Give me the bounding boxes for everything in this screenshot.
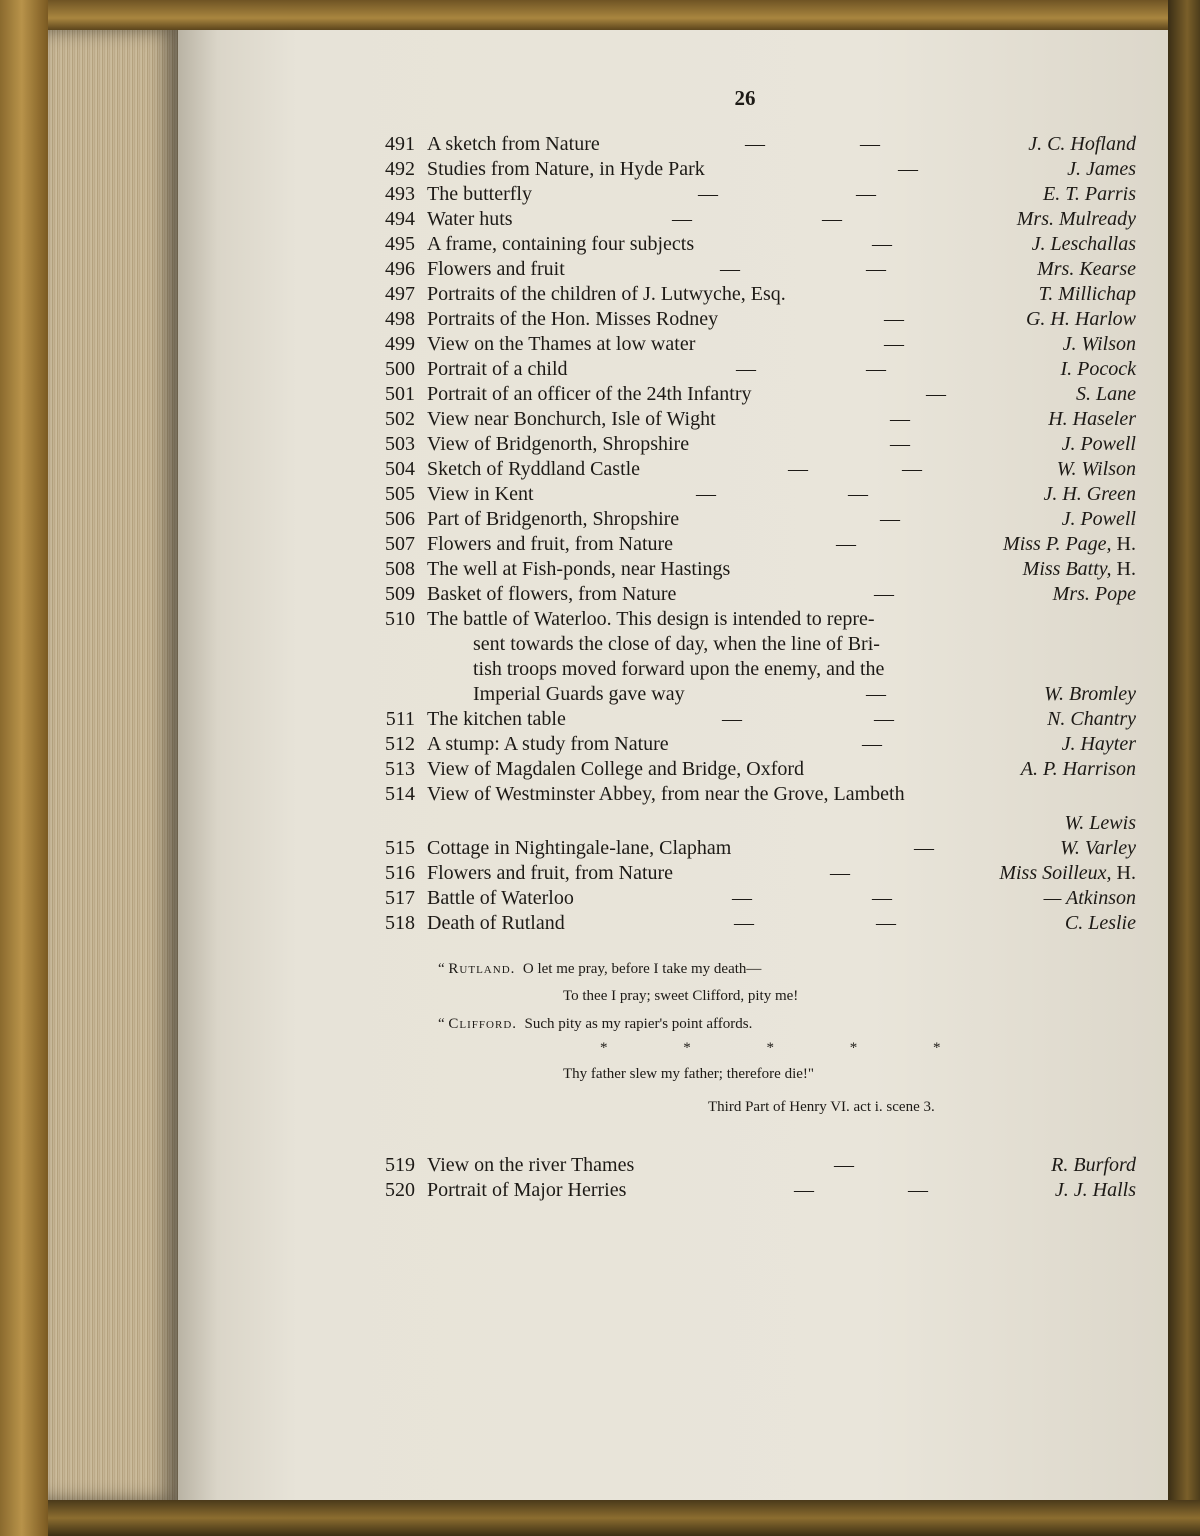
artist-name: Miss Batty,	[1022, 558, 1112, 580]
dash: —	[872, 887, 892, 909]
entry-number: 498	[385, 308, 415, 330]
dash: —	[880, 508, 900, 530]
dash: —	[874, 708, 894, 730]
book-cover-spine	[0, 0, 48, 1536]
entry-title: A frame, containing four subjects	[427, 233, 695, 255]
entry-artist	[999, 861, 1136, 885]
entry-title: View in Kent	[427, 483, 534, 505]
entry-artist: W. Lewis	[1064, 812, 1136, 834]
entry-number: 503	[385, 433, 415, 455]
dash: —	[866, 358, 886, 380]
entry-artist: J. Powell	[1061, 508, 1136, 530]
entry-title: The battle of Waterloo. This design is intended to repre-	[427, 608, 875, 630]
page-stack-edge	[48, 30, 178, 1500]
entry-artist: J. H. Green	[1043, 483, 1136, 505]
quote-speaker: Rutland.	[448, 961, 516, 977]
entry-artist: Mrs. Mulready	[1016, 208, 1136, 230]
entry-number: 519	[385, 1154, 415, 1176]
entry-number: 496	[385, 258, 415, 280]
entry-title: Flowers and fruit, from Nature	[427, 533, 674, 555]
ellipsis-stars: * * * * *	[600, 1040, 977, 1056]
page-number: 26	[734, 86, 756, 110]
entry-number: 510	[385, 608, 415, 630]
dash: —	[732, 887, 752, 909]
entry-number: 497	[385, 283, 415, 305]
entry-artist: J. Wilson	[1062, 333, 1136, 355]
entry-artist: E. T. Parris	[1043, 183, 1136, 205]
entry-number: 494	[385, 208, 415, 230]
quote-line: To thee I pray; sweet Clifford, pity me!	[563, 988, 799, 1004]
entry-artist: W. Wilson	[1056, 458, 1136, 480]
dash: —	[834, 1154, 854, 1176]
dash: —	[720, 258, 740, 280]
entry-artist: T. Millichap	[1038, 283, 1136, 305]
entry-title: View of Westminster Abbey, from near the Grove, Lambeth	[427, 783, 905, 805]
artist-name: Miss P. Page,	[1003, 533, 1112, 555]
entry-title: The well at Fish-ponds, near Hastings	[427, 558, 731, 580]
dash: —	[698, 183, 718, 205]
entry-number: 514	[385, 783, 415, 805]
dash: —	[914, 837, 934, 859]
entry-artist: Mrs. Pope	[1052, 583, 1136, 605]
entry-title: A stump: A study from Nature	[427, 733, 669, 755]
dash: —	[856, 183, 876, 205]
entry-number: 518	[385, 912, 415, 934]
book-right-edge	[1168, 0, 1200, 1536]
dash: —	[745, 133, 765, 155]
entry-number: 492	[385, 158, 415, 180]
dash: —	[898, 158, 918, 180]
entry-number: 508	[385, 558, 415, 580]
dash: —	[788, 458, 808, 480]
entry-title: Water huts	[427, 208, 513, 230]
entry-title: Cottage in Nightingale-lane, Clapham	[427, 837, 732, 859]
entry-number: 491	[385, 133, 415, 155]
dash: —	[866, 683, 886, 705]
entry-title: Sketch of Ryddland Castle	[427, 458, 641, 480]
book-top-edge	[0, 0, 1200, 30]
entry-title: View of Magdalen College and Bridge, Oxford	[427, 758, 805, 780]
entry-title: Studies from Nature, in Hyde Park	[427, 158, 705, 180]
entry-number: 502	[385, 408, 415, 430]
entry-title: Portraits of the Hon. Misses Rodney	[427, 308, 719, 330]
entry-title: Death of Rutland	[427, 912, 565, 934]
book-bottom-edge	[48, 1500, 1200, 1536]
dash: —	[872, 233, 892, 255]
entry-continuation-line: Imperial Guards gave way	[473, 683, 685, 705]
entry-number: 520	[385, 1179, 415, 1201]
entry-number: 495	[385, 233, 415, 255]
entry-number: 509	[385, 583, 415, 605]
dash: —	[672, 208, 692, 230]
entry-artist: J. Leschallas	[1031, 233, 1136, 255]
entry-number: 512	[385, 733, 415, 755]
entry-title: Portrait of an officer of the 24th Infantry	[427, 383, 752, 405]
entry-title: Flowers and fruit	[427, 258, 565, 280]
quote-line: Thy father slew my father; therefore die!"	[563, 1066, 815, 1082]
dash: —	[862, 733, 882, 755]
quote-text: Such pity as my rapier's point affords.	[524, 1016, 753, 1032]
quote-source: Third Part of Henry VI. act i. scene 3.	[708, 1099, 935, 1115]
artist-suffix: H.	[1116, 533, 1136, 555]
entry-title: View on the river Thames	[427, 1154, 635, 1176]
entry-number: 515	[385, 837, 415, 859]
entry-number: 500	[385, 358, 415, 380]
entry-number: 517	[385, 887, 415, 909]
dash: —	[794, 1179, 814, 1201]
entry-number: 499	[385, 333, 415, 355]
entry-artist: S. Lane	[1076, 383, 1136, 405]
entry-title: Basket of flowers, from Nature	[427, 583, 677, 605]
dash: —	[902, 458, 922, 480]
entry-artist: J. Hayter	[1061, 733, 1136, 755]
dash: —	[734, 912, 754, 934]
entry-artist: J. C. Hofland	[1028, 133, 1136, 155]
entry-title: Portrait of Major Herries	[427, 1179, 627, 1201]
entry-title: View of Bridgenorth, Shropshire	[427, 433, 690, 455]
entry-continuation-line: sent towards the close of day, when the line of Bri-	[473, 633, 880, 655]
dash: —	[926, 383, 946, 405]
dash: —	[890, 433, 910, 455]
dash: —	[848, 483, 868, 505]
entry-title: View on the Thames at low water	[427, 333, 696, 355]
entry-number: 511	[385, 708, 415, 730]
entry-artist: C. Leslie	[1064, 912, 1136, 934]
entry-artist: H. Haseler	[1048, 408, 1136, 430]
dash: —	[866, 258, 886, 280]
entry-title: Part of Bridgenorth, Shropshire	[427, 508, 680, 530]
dash: —	[722, 708, 742, 730]
entry-artist	[1023, 557, 1136, 581]
dash: —	[884, 333, 904, 355]
entry-number: 505	[385, 483, 415, 505]
entry-artist: — Atkinson	[1043, 887, 1136, 909]
entry-number: 504	[385, 458, 415, 480]
dash: —	[822, 208, 842, 230]
dash: —	[908, 1179, 928, 1201]
entry-continuation-line: tish troops moved forward upon the enemy, and the	[473, 658, 885, 680]
entry-artist: J. Powell	[1061, 433, 1136, 455]
entry-number: 506	[385, 508, 415, 530]
entry-title: View near Bonchurch, Isle of Wight	[427, 408, 716, 430]
entry-title: The kitchen table	[427, 708, 566, 730]
quote-speaker: Clifford.	[448, 1016, 518, 1032]
entry-number: 493	[385, 183, 415, 205]
artist-name: Miss Soilleux,	[999, 862, 1112, 884]
artist-suffix: H.	[1116, 862, 1136, 884]
entry-artist: A. P. Harrison	[1020, 758, 1136, 780]
entry-artist: R. Burford	[1051, 1154, 1136, 1176]
quote-line: “ Rutland. O let me pray, before I take my death—	[438, 961, 762, 977]
dash: —	[884, 308, 904, 330]
entry-artist	[1003, 532, 1136, 556]
entry-artist: Mrs. Kearse	[1037, 258, 1136, 280]
entry-number: 513	[385, 758, 415, 780]
entry-artist: I. Pocock	[1060, 358, 1136, 380]
entry-artist: J. J. Halls	[1054, 1179, 1136, 1201]
dash: —	[830, 862, 850, 884]
entry-title: Battle of Waterloo	[427, 887, 574, 909]
entry-title: Portraits of the children of J. Lutwyche, Esq.	[427, 283, 786, 305]
dash: —	[876, 912, 896, 934]
dash: —	[736, 358, 756, 380]
entry-number: 507	[385, 533, 415, 555]
entry-title: Flowers and fruit, from Nature	[427, 862, 674, 884]
entry-title: A sketch from Nature	[427, 133, 600, 155]
entry-number: 516	[385, 862, 415, 884]
dash: —	[836, 533, 856, 555]
entry-artist: G. H. Harlow	[1025, 308, 1136, 330]
entry-artist: J. James	[1067, 158, 1136, 180]
entry-artist: W. Bromley	[1044, 683, 1136, 705]
quote-text: O let me pray, before I take my death—	[522, 961, 762, 977]
dash: —	[696, 483, 716, 505]
dash: —	[890, 408, 910, 430]
entry-title: The butterfly	[427, 183, 532, 205]
entry-title: Portrait of a child	[427, 358, 568, 380]
entry-artist: W. Varley	[1060, 837, 1136, 859]
artist-suffix: H.	[1116, 558, 1136, 580]
entry-artist: N. Chantry	[1047, 708, 1136, 730]
dash: —	[874, 583, 894, 605]
quote-line: “ Clifford. Such pity as my rapier's point affords.	[438, 1016, 753, 1032]
entry-number: 501	[385, 383, 415, 405]
dash: —	[860, 133, 880, 155]
